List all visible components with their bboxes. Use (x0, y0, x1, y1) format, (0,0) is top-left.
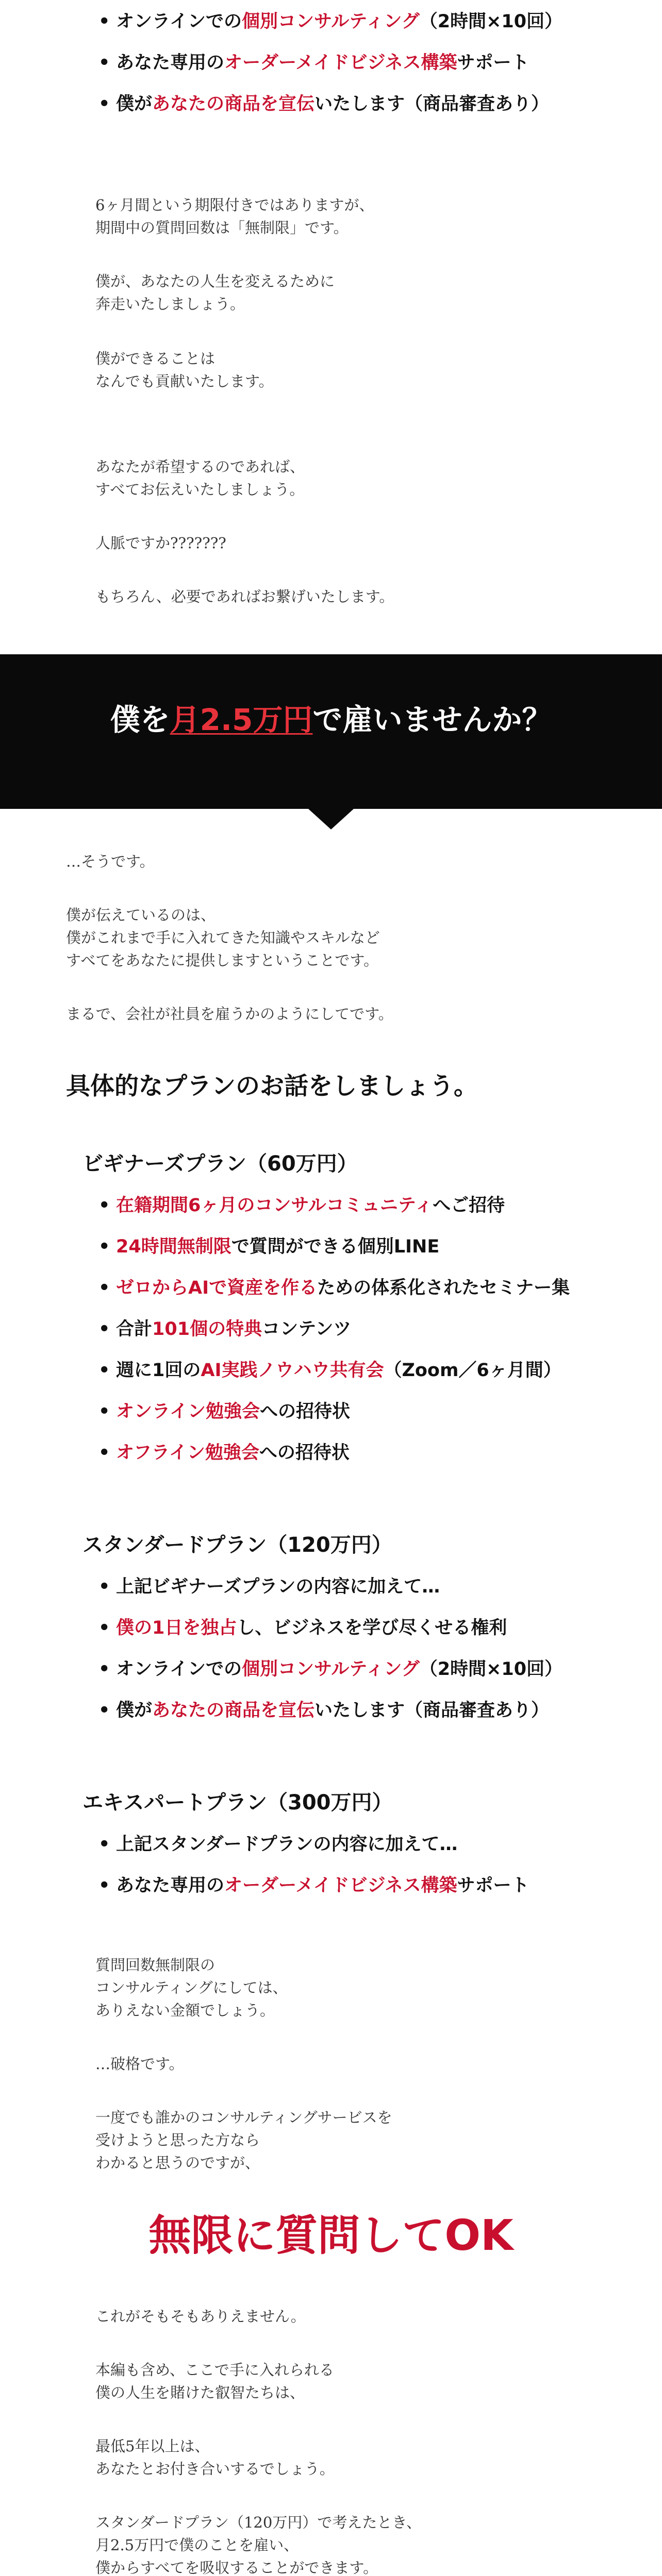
paragraph-line: 僕からすべてを吸収することができます。 (95, 2559, 378, 2576)
banner-pointer (308, 809, 354, 829)
plan-title: ビギナーズプラン（60万円） (82, 1152, 358, 1176)
paragraph-line: 6ヶ月間という期限付きではありますが、 (95, 196, 374, 214)
plan-item: • 合計101個の特典コンテンツ (116, 1319, 351, 1340)
plan-item: • 僕があなたの商品を宣伝いたします（商品審査あり） (116, 1700, 549, 1721)
paragraph-line: …そうです。 (66, 853, 155, 870)
paragraph-line: コンサルティングにしては、 (95, 1979, 288, 1996)
plan-item: • オンライン勉強会への招待状 (116, 1401, 350, 1422)
plan-title: エキスパートプラン（300万円） (82, 1791, 393, 1815)
paragraph-line: もちろん、必要であればお繋げいたします。 (95, 588, 394, 605)
paragraph-line: あなたが希望するのであれば、 (95, 458, 305, 476)
paragraph-line: 僕が伝えているのは、 (66, 906, 216, 924)
plan-item: • 僕の1日を独占し、ビジネスを学び尽くせる権利 (116, 1618, 507, 1638)
top-bullet-3: • 僕があなたの商品を宣伝いたします（商品審査あり） (116, 94, 549, 114)
headline-banner (0, 654, 662, 809)
plan-item: • あなた専用のオーダーメイドビジネス構築サポート (116, 1875, 529, 1896)
paragraph-line: 受けようと思った方なら (95, 2131, 260, 2149)
top-bullet-1: • オンラインでの個別コンサルティング（2時間×10回） (116, 11, 562, 32)
paragraph-line: まるで、会社が社員を雇うかのようにしてです。 (66, 1005, 393, 1023)
paragraph-line: 月2.5万円で僕のことを雇い、 (95, 2536, 299, 2554)
paragraph-line: …破格です。 (95, 2055, 184, 2073)
paragraph-line: 本編も含め、ここで手に入れられる (95, 2361, 334, 2379)
paragraph-line: ありえない金額でしょう。 (95, 2002, 275, 2019)
plan-item: • オフライン勉強会への招待状 (116, 1443, 350, 1463)
paragraph-line: 人脈ですか??????? (95, 534, 226, 552)
plans-heading: 具体的なプランのお話をしましょう。 (66, 1072, 478, 1100)
paragraph-line: なんでも貢献いたします。 (95, 372, 274, 390)
paragraph-line: 僕がこれまで手に入れてきた知識やスキルなど (66, 929, 380, 946)
paragraph-line: 奔走いたしましょう。 (95, 295, 245, 313)
plan-item: • 24時間無制限で質問ができる個別LINE (116, 1236, 439, 1257)
paragraph-line: 僕の人生を賭けた叡智たちは、 (95, 2384, 305, 2401)
paragraph-line: すべてをあなたに提供しますということです。 (66, 952, 379, 969)
top-bullet-2: • あなた専用のオーダーメイドビジネス構築サポート (116, 53, 529, 73)
paragraph-line: 期間中の質問回数は「無制限」です。 (95, 219, 349, 236)
banner-title: 僕を月2.5万円で雇いませんか？ (110, 702, 552, 737)
plan-item: • 上記ビギナーズプランの内容に加えて… (116, 1577, 440, 1597)
paragraph-line: すべてお伝えいたしましょう。 (95, 481, 305, 498)
plan-item: • ゼロからAIで資産を作るための体系化されたセミナー集 (116, 1278, 570, 1298)
paragraph-line: これがそもそもありえません。 (95, 2308, 306, 2325)
paragraph-line: 最低5年以上は、 (95, 2437, 210, 2455)
plan-title: スタンダードプラン（120万円） (82, 1533, 392, 1557)
paragraph-line: わかると思うのですが、 (95, 2154, 260, 2172)
plan-item: • 在籍期間6ヶ月のコンサルコミュニティへご招待 (116, 1195, 505, 1216)
plan-item: • オンラインでの個別コンサルティング（2時間×10回） (116, 1659, 562, 1680)
paragraph-line: 僕ができることは (95, 350, 216, 367)
paragraph-line: 一度でも誰かのコンサルティングサービスを (95, 2109, 392, 2126)
paragraph-line: 質問回数無制限の (95, 1956, 216, 1974)
paragraph-line: スタンダードプラン（120万円）で考えたとき、 (95, 2514, 422, 2531)
plan-item: • 週に1回のAI実践ノウハウ共有会（Zoom／6ヶ月間） (116, 1360, 561, 1381)
highlight-headline: 無限に質問してOK (148, 2211, 514, 2260)
paragraph-line: あなたとお付き合いするでしょう。 (95, 2460, 335, 2478)
plan-item: • 上記スタンダードプランの内容に加えて… (116, 1834, 458, 1855)
paragraph-line: 僕が、あなたの人生を変えるために (95, 273, 335, 290)
